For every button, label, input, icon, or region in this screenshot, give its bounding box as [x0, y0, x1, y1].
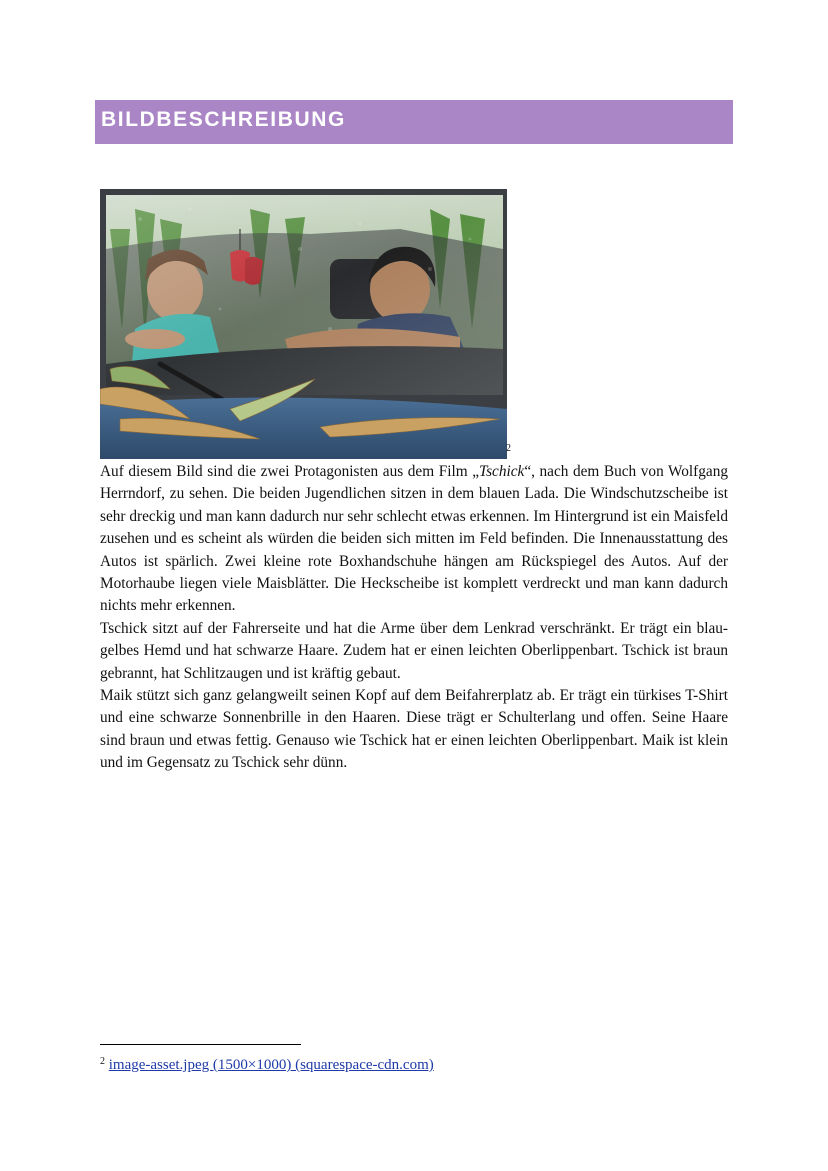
footnote-separator: [100, 1044, 301, 1045]
movie-still-photo: [100, 189, 507, 459]
section-heading-bar: [95, 100, 733, 144]
section-heading: BILDBESCHREIBUNG: [101, 108, 346, 131]
paragraph-intro: [100, 461, 728, 618]
footnote-number: 2: [100, 1056, 105, 1067]
paragraph-intro-rest: “, nach dem Buch von Wolfgang Herrndorf, zu sehen. Die beiden Jugendlichen sitzen in dem blauen Lada. Die Windschutzscheibe ist sehr dreckig und man kann dadurch nur sehr schlecht etwas erkennen. Im Hintergrund ist ein Maisfeld zusehen und es scheint als würden die beiden sich mitten im Feld befinden. Die Innenausstattung des Autos ist spärlich. Zwei kleine rote Boxhandschuhe hängen am Rückspiegel des Autos. Auf der Motorhaube liegen viele Maisblätter. Die Heckscheibe ist komplett verdreckt und man kann dadurch nichts mehr erkennen.: [100, 463, 728, 615]
paragraph-tschick: Tschick sitzt auf der Fahrerseite und hat die Arme über dem Lenkrad verschränkt. Er trägt ein blau-gelbes Hemd und hat schwarze Haare. Zudem hat er einen leichten Oberlippenbart. Tschick ist braun gebrannt, hat Schlitzaugen und ist kräftig gebaut.: [100, 619, 728, 682]
footnote-reference: 2: [506, 443, 511, 454]
body-text: [100, 461, 728, 775]
film-title: Tschick: [478, 463, 525, 480]
footnote: [100, 1052, 434, 1075]
footnote-source-link[interactable]: image-asset.jpeg (1500×1000) (squarespace-cdn.com): [108, 1057, 434, 1073]
movie-still-illustration: [100, 189, 507, 459]
paragraph-maik: Maik stützt sich ganz gelangweilt seinen Kopf auf dem Beifahrerplatz ab. Er trägt ein türkises T-Shirt und eine schwarze Sonnenbrille in den Haaren. Diese trägt er Schulterlang und offen. Seine Haare sind braun und etwas fettig. Genauso wie Tschick hat er einen leichten Oberlippenbart. Maik ist klein und im Gegensatz zu Tschick sehr dünn.: [100, 687, 728, 772]
paragraph-intro-start: Auf diesem Bild sind die zwei Protagonisten aus dem Film „: [100, 463, 479, 480]
